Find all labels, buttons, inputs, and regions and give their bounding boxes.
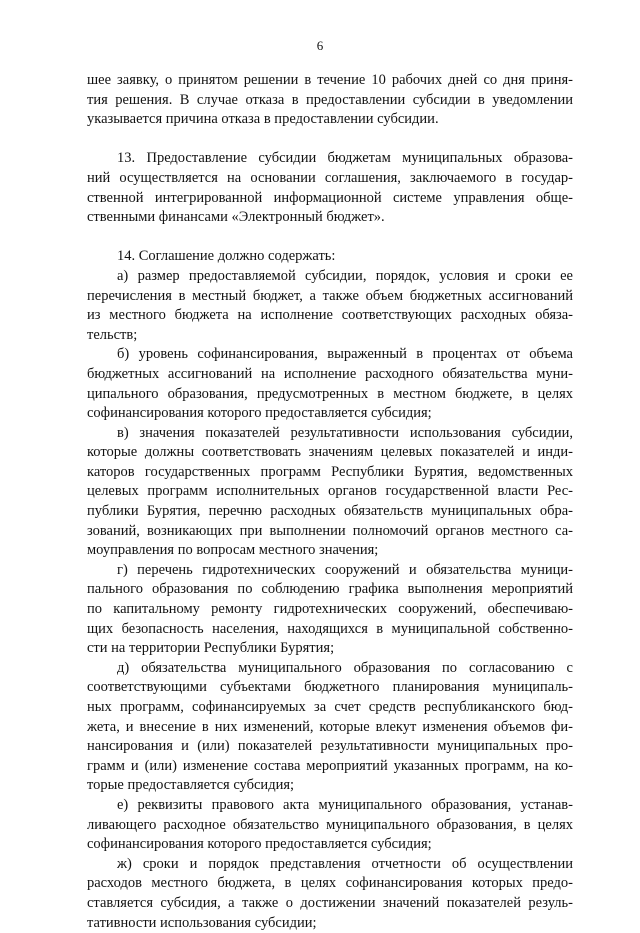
text-line: щих безопасность населения, находящихся в муниципальной собственно- [87, 620, 573, 637]
text-line: д) обязательства муниципального образования по согласованию с [117, 659, 573, 676]
text-line: ственной интегрированной информационной системе управления обще- [87, 189, 573, 206]
text-line: целевых программ исполнительных органов государственной власти Рес- [87, 483, 573, 500]
text-line: каторов государственных программ Республики Бурятия, ведомственных [87, 463, 573, 480]
text-line: по капитальному ремонту гидротехнических сооружений, обеспечиваю- [87, 601, 573, 618]
text-line: 14. Соглашение должно содержать: [117, 248, 336, 265]
document-body [87, 71, 573, 933]
text-line: пального образования по соблюдению графика выполнения мероприятий [87, 581, 573, 598]
page-number: 6 [316, 38, 324, 53]
text-line: ний осуществляется на основании соглашения, заключаемого в государ- [87, 169, 573, 186]
text-line: из местного бюджета на исполнение соответствующих расходных обяза- [87, 307, 573, 324]
paragraph-p-14b [87, 345, 573, 423]
text-line: нансирования и (или) показателей результативности муниципальных про- [87, 738, 573, 755]
text-line: жета, и внесение в них изменений, которые влекут изменения объемов фи- [87, 718, 573, 735]
paragraph-p-14d [87, 659, 573, 796]
text-line: г) перечень гидротехнических сооружений и обязательства муници- [117, 561, 573, 578]
text-line: тативности использования субсидии; [87, 914, 317, 931]
text-line: ных программ, софинансируемых за счет средств республиканского бюд- [87, 699, 573, 715]
text-line: зований, возникающих при выполнении полномочий органов местного са- [87, 522, 573, 539]
text-line: шее заявку, о принятом решении в течение 10 рабочих дней со дня приня- [87, 72, 573, 88]
text-line: тельств; [87, 326, 138, 343]
text-line: ливающего расходное обязательство муниципального образования, в целях [87, 816, 573, 833]
text-line: ципального образования, предусмотренных в местном бюджете, в целях [87, 385, 573, 402]
text-line: ставляется субсидия, а также о достижении значений показателей резуль- [87, 894, 573, 911]
text-line: моуправления по вопросам местного значения; [87, 542, 379, 559]
text-line: б) уровень софинансирования, выраженный в процентах от объема [117, 346, 573, 363]
paragraph-p-14zh [87, 855, 573, 933]
text-line: указывается причина отказа в предоставлении субсидии. [87, 111, 439, 128]
paragraph-gap [87, 130, 573, 150]
paragraph-p-14a [87, 267, 573, 345]
text-line: софинансирования которого предоставляется субсидия; [87, 405, 432, 422]
text-line: грамм и (или) изменение состава мероприятий указанных программ, на ко- [87, 757, 573, 774]
paragraph-p-14e [87, 796, 573, 855]
text-line: бюджетных ассигнований на исполнение расходного обязательства муни- [87, 365, 573, 382]
paragraph-gap [87, 228, 573, 248]
paragraph-p-14v [87, 424, 573, 561]
text-line: ственными финансами «Электронный бюджет». [87, 209, 385, 226]
paragraph-p-14 [87, 247, 573, 267]
text-line: которые должны соответствовать значениям целевых показателей и инди- [87, 444, 573, 461]
text-line: е) реквизиты правового акта муниципального образования, устанав- [117, 796, 573, 813]
text-line: ж) сроки и порядок представления отчетности об осуществлении [117, 855, 573, 872]
text-line: в) значения показателей результативности использования субсидии, [117, 424, 573, 441]
text-line: торые предоставляется субсидия; [87, 777, 295, 794]
text-line: софинансирования которого предоставляется субсидия; [87, 836, 432, 853]
text-line: расходов местного бюджета, в целях софинансирования которых предо- [87, 875, 573, 892]
paragraph-p-13 [87, 149, 573, 227]
text-line: тия решения. В случае отказа в предоставлении субсидии в уведомлении [87, 91, 573, 108]
text-line: соответствующими субъектами бюджетного планирования муниципаль- [87, 679, 573, 696]
text-line: перечисления в местный бюджет, а также объем бюджетных ассигнований [87, 287, 573, 304]
text-line: а) размер предоставляемой субсидии, порядок, условия и сроки ее [117, 267, 573, 284]
text-line: публики Бурятия, перечню расходных обязательств муниципальных обра- [87, 503, 573, 520]
paragraph-p-14g [87, 561, 573, 659]
text-line: 13. Предоставление субсидии бюджетам муниципальных образова- [117, 150, 573, 167]
paragraph-p-cont [87, 71, 573, 130]
text-line: сти на территории Республики Бурятия; [87, 640, 335, 657]
